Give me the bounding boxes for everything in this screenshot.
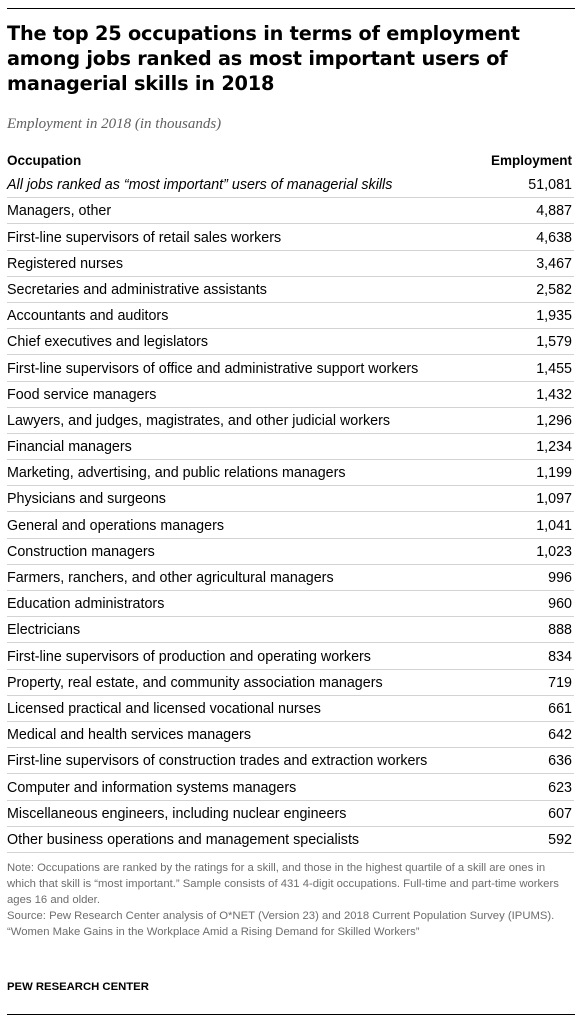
brand-name: PEW RESEARCH CENTER [7, 981, 149, 993]
table-row [7, 382, 574, 408]
occupation-cell: First-line supervisors of production and operating workers [7, 648, 371, 665]
occupation-cell: First-line supervisors of retail sales workers [7, 229, 282, 246]
column-header-employment: Employment [490, 153, 572, 168]
occupation-cell: General and operations managers [7, 517, 224, 534]
table-row [7, 460, 574, 486]
report-title: “Women Make Gains in the Workplace Amid a Rising Demand for Skilled Workers” [7, 926, 420, 938]
employment-cell: 1,097 [536, 491, 572, 508]
chart-title: The top 25 occupations in terms of employment among jobs ranked as most important users of managerial skills in 2018 [7, 22, 520, 95]
employment-cell: 3,467 [536, 255, 572, 272]
employment-cell: 4,887 [536, 203, 572, 220]
employment-cell: 2,582 [536, 281, 572, 298]
occupation-cell: Construction managers [7, 543, 155, 560]
occupation-cell: Lawyers, and judges, magistrates, and other judicial workers [7, 412, 391, 429]
table-row [7, 486, 574, 512]
table-row [7, 329, 574, 355]
source-text: Source: Pew Research Center analysis of O*NET (Version 23) and 2018 Current Population Survey (IPUMS). [7, 910, 555, 922]
table-header [7, 153, 574, 172]
occupation-cell: Registered nurses [7, 255, 124, 272]
table-row [7, 748, 574, 774]
employment-cell: 642 [548, 727, 572, 744]
chart-subtitle: Employment in 2018 (in thousands) [7, 116, 222, 132]
employment-cell: 1,432 [536, 386, 572, 403]
table-row [7, 224, 574, 250]
table-row [7, 539, 574, 565]
table-row [7, 591, 574, 617]
occupation-cell: First-line supervisors of construction trades and extraction workers [7, 753, 428, 770]
table-row [7, 722, 574, 748]
table-row [7, 643, 574, 669]
occupation-cell: Physicians and surgeons [7, 491, 166, 508]
employment-cell: 1,296 [536, 412, 572, 429]
footnotes [7, 860, 575, 940]
occupation-cell: Managers, other [7, 203, 112, 220]
table-row [7, 434, 574, 460]
employment-cell: 607 [548, 805, 572, 822]
employment-cell: 1,234 [536, 439, 572, 456]
employment-cell: 636 [548, 753, 572, 770]
table-row [7, 512, 574, 538]
employment-cell: 1,199 [536, 465, 572, 482]
table-row [7, 696, 574, 722]
table-row [7, 251, 574, 277]
top-rule [7, 8, 575, 9]
employment-cell: 51,081 [528, 177, 572, 194]
occupation-table [7, 153, 574, 853]
table-row [7, 670, 574, 696]
bottom-rule [7, 1014, 575, 1015]
occupation-cell: Education administrators [7, 596, 165, 613]
employment-cell: 1,935 [536, 308, 572, 325]
table-body [7, 172, 574, 853]
occupation-cell: Food service managers [7, 386, 157, 403]
occupation-cell: Electricians [7, 622, 81, 639]
employment-cell: 1,579 [536, 334, 572, 351]
employment-cell: 834 [548, 648, 572, 665]
table-row [7, 774, 574, 800]
employment-cell: 1,455 [536, 360, 572, 377]
table-row [7, 617, 574, 643]
table-row [7, 565, 574, 591]
note-text: Note: Occupations are ranked by the ratings for a skill, and those in the highest quartile of a skill are ones in which that skill is “most important.” Sample consists of 431 4-digit occupations. Full-time and part-time workers ages 16 and older. [7, 862, 559, 906]
occupation-cell: Marketing, advertising, and public relations managers [7, 465, 346, 482]
table-row [7, 277, 574, 303]
employment-cell: 592 [548, 831, 572, 848]
occupation-cell: Financial managers [7, 439, 132, 456]
employment-cell: 719 [548, 674, 572, 691]
occupation-cell: Property, real estate, and community association managers [7, 674, 383, 691]
occupation-cell: Computer and information systems managers [7, 779, 297, 796]
employment-cell: 4,638 [536, 229, 572, 246]
table-row [7, 801, 574, 827]
employment-cell: 1,041 [536, 517, 572, 534]
employment-cell: 888 [548, 622, 572, 639]
occupation-cell: Secretaries and administrative assistants [7, 281, 267, 298]
employment-cell: 623 [548, 779, 572, 796]
table-row [7, 172, 574, 198]
occupation-cell: Medical and health services managers [7, 727, 251, 744]
occupation-cell: Chief executives and legislators [7, 334, 209, 351]
occupation-cell: Accountants and auditors [7, 308, 169, 325]
occupation-cell: Licensed practical and licensed vocational nurses [7, 700, 321, 717]
table-row [7, 198, 574, 224]
occupation-cell: Farmers, ranchers, and other agricultural managers [7, 570, 334, 586]
occupation-cell: Other business operations and management specialists [7, 831, 360, 848]
occupation-cell: Miscellaneous engineers, including nuclear engineers [7, 805, 347, 822]
occupation-cell: First-line supervisors of office and administrative support workers [7, 360, 419, 377]
employment-cell: 661 [548, 700, 572, 717]
table-row [7, 408, 574, 434]
employment-cell: 996 [548, 570, 572, 586]
table-row [7, 355, 574, 381]
column-header-occupation: Occupation [7, 153, 82, 168]
employment-cell: 1,023 [536, 543, 572, 560]
employment-cell: 960 [548, 596, 572, 613]
table-row [7, 303, 574, 329]
occupation-cell: All jobs ranked as “most important” users of managerial skills [7, 177, 393, 194]
table-row [7, 827, 574, 853]
